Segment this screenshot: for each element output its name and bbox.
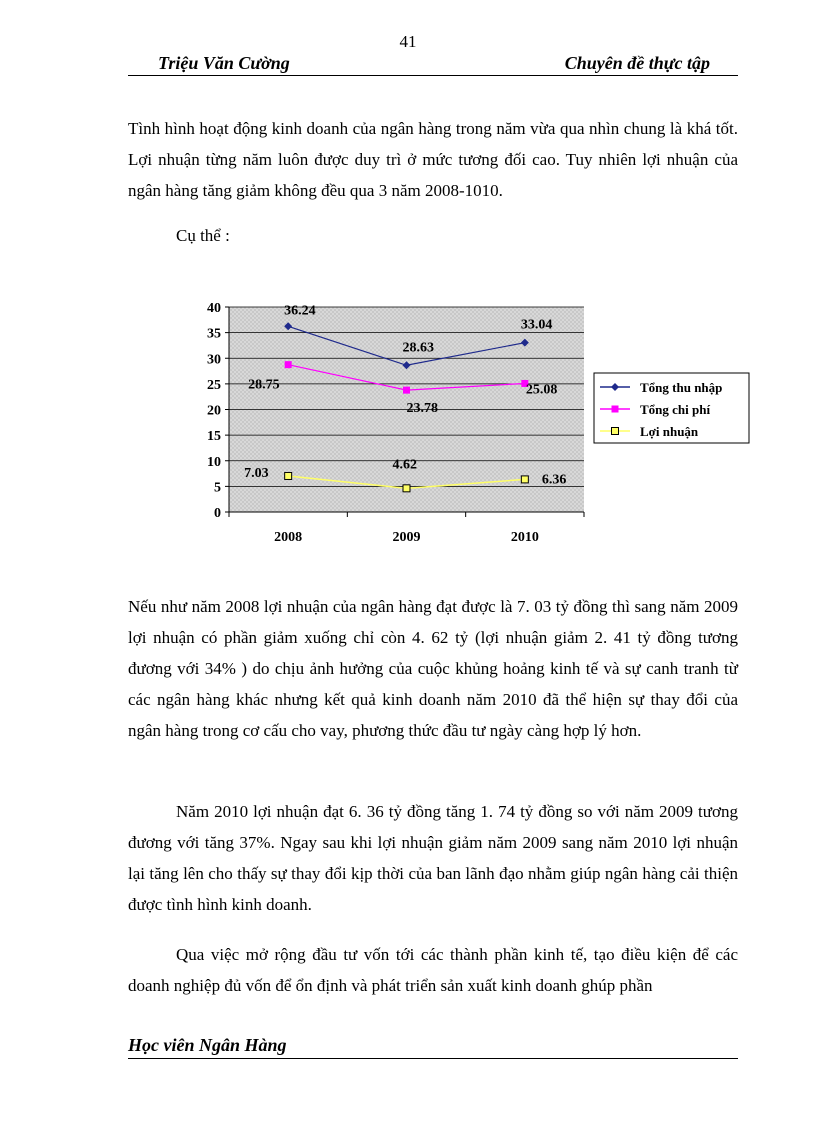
y-axis	[207, 301, 229, 521]
data-point	[521, 476, 528, 483]
data-label: 23.78	[406, 401, 438, 417]
data-label: 25.08	[525, 382, 558, 398]
y-tick-label: 15	[207, 429, 221, 445]
data-point	[403, 387, 410, 394]
page-footer	[128, 1035, 738, 1059]
data-label: 33.04	[520, 317, 553, 333]
paragraph-investment: Qua việc mở rộng đầu tư vốn tới các thành phần kinh tế, tạo điều kiện để các doanh nghiệp đủ vốn để ổn định và phát triển sản xuất kinh doanh ghúp phần	[128, 945, 738, 995]
x-tick-label: 2009	[392, 530, 421, 545]
x-tick-label: 2008	[274, 530, 303, 545]
legend-label: Tổng chi phí	[640, 402, 711, 417]
y-tick-label: 40	[207, 301, 221, 316]
y-tick-label: 30	[207, 352, 221, 368]
legend-marker	[612, 406, 619, 413]
data-label: 4.62	[392, 457, 417, 473]
header-title: Chuyên đề thực tập	[564, 53, 710, 73]
data-label: 6.36	[541, 472, 567, 488]
y-tick-label: 0	[214, 506, 221, 521]
data-point	[285, 472, 292, 479]
y-tick-label: 20	[207, 403, 221, 419]
y-tick-label: 25	[207, 377, 221, 393]
y-tick-label: 10	[207, 454, 221, 470]
data-label: 7.03	[244, 465, 269, 481]
y-tick-label: 35	[207, 326, 221, 342]
data-point	[285, 361, 292, 368]
line-chart	[190, 295, 723, 560]
paragraph-2010: Năm 2010 lợi nhuận đạt 6. 36 tỷ đồng tăng 1. 74 tỷ đồng so với năm 2009 tương đương với tăng 37%. Ngay sau khi lợi nhuận giảm năm 2009 sang năm 2010 lợi nhuận lại tăng lên cho thấy sự thay đổi kịp thời của ban lãnh đạo nhằm giúp ngân hàng cải thiện được tình hình kinh doanh.	[128, 802, 738, 914]
page-header	[128, 53, 738, 76]
intro-paragraph: Tình hình hoạt động kinh doanh của ngân hàng trong năm vừa qua nhìn chung là khá tốt. Lợi nhuận từng năm luôn được duy trì ở mức tương đối cao. Tuy nhiên lợi nhuận của ngân hàng tăng giảm không đều qua 3 năm 2008-1010.	[128, 119, 738, 200]
legend-label: Tổng thu nhập	[640, 380, 723, 395]
legend	[594, 373, 749, 443]
x-tick-label: 2010	[510, 530, 539, 545]
data-label: 28.63	[402, 340, 434, 356]
paragraph-2008-2009: Nếu như năm 2008 lợi nhuận của ngân hàng đạt được là 7. 03 tỷ đồng thì sang năm 2009 lợi nhuận có phần giảm xuống chỉ còn 4. 62 tỷ (lợi nhuận giảm 2. 41 tỷ đồng tương đương với 34% ) do chịu ảnh hưởng của cuộc khủng hoảng kinh tế và sự canh tranh từ các ngân hàng khác nhưng kết quả kinh doanh năm 2010 đã thể hiện sự thay đổi của ngân hàng trong cơ cấu cho vay, phương thức đầu tư ngày càng hợp lý hơn.	[128, 597, 738, 740]
cu-the-label: Cụ thể :	[176, 226, 230, 245]
x-axis	[229, 512, 584, 545]
data-label: 36.24	[284, 303, 316, 319]
legend-marker	[612, 428, 619, 435]
header-author: Triệu Văn Cường	[158, 53, 290, 73]
y-tick-label: 5	[214, 480, 221, 496]
data-point	[403, 485, 410, 492]
footer-institution: Học viên Ngân Hàng	[128, 1035, 287, 1055]
legend-label: Lợi nhuận	[640, 424, 699, 439]
data-label: 28.75	[248, 377, 280, 393]
page-number: 41	[399, 32, 417, 51]
